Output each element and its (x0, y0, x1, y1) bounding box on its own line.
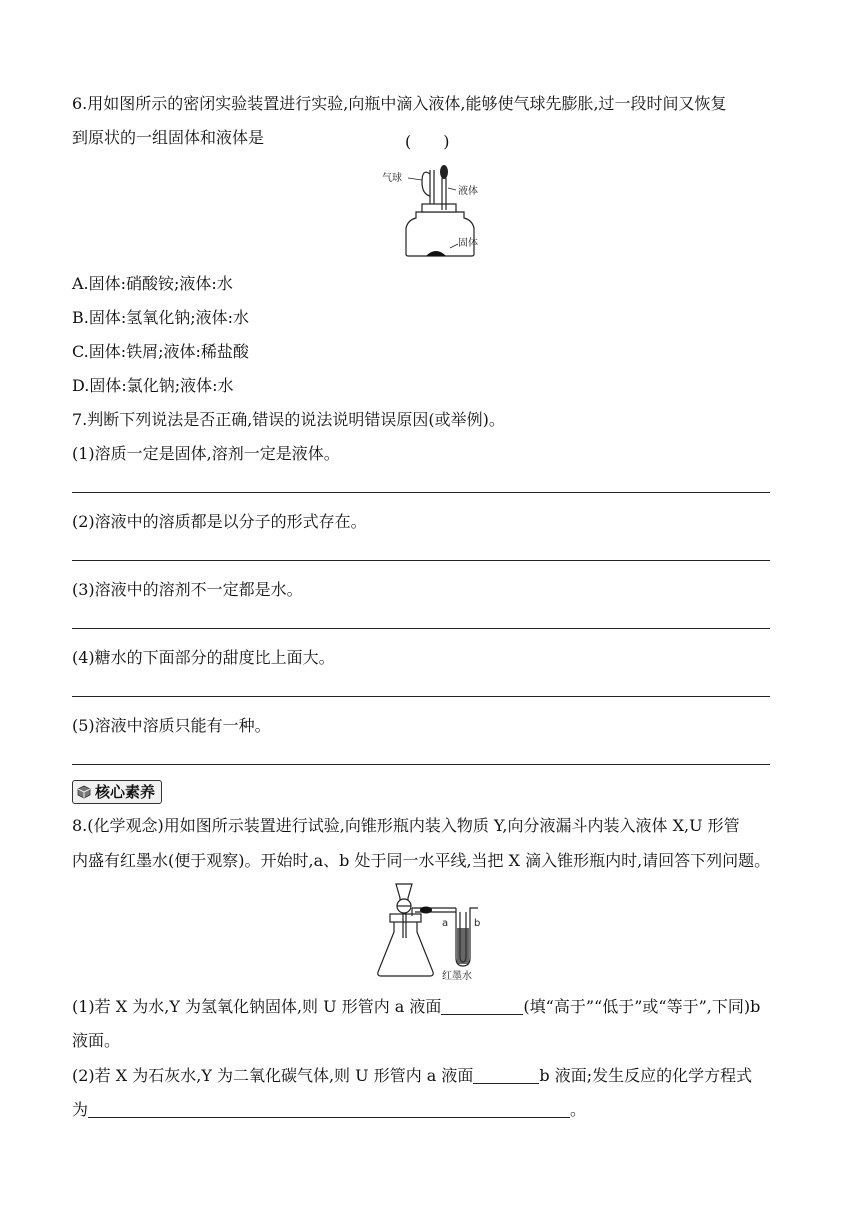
section-badge (72, 780, 162, 804)
label-a: a (442, 918, 449, 929)
q8-sub1-line2: 液面。 (72, 1031, 121, 1050)
option-b: B.固体:氢氧化钠;液体:水 (72, 308, 250, 327)
balloon (422, 172, 430, 196)
q7-stem: 7.判断下列说法是否正确,错误的说法说明错误原因(或举例)。 (72, 410, 505, 429)
liquid-label: 液体 (458, 186, 478, 197)
dropper-bulb (440, 165, 448, 179)
q7-item-1: (1)溶质一定是固体,溶剂一定是液体。 (72, 444, 340, 463)
q6-stem-line2: 到原状的一组固体和液体是 (72, 128, 265, 147)
q7-item-5: (5)溶液中溶质只能有一种。 (72, 716, 271, 735)
q6-apparatus-figure (378, 160, 488, 260)
q6-stem-line1: 6.用如图所示的密闭实验装置进行实验,向瓶中滴入液体,能够使气球先膨胀,过一段时间又恢复 (72, 94, 727, 113)
q8-stem-line2: 内盛有红墨水(便于观察)。开始时,a、b 处于同一水平线,当把 X 滴入锥形瓶内时,请回答下列问题。 (72, 851, 771, 870)
solid-label: 固体 (458, 238, 478, 249)
q8-sub2-line2 (72, 1099, 586, 1121)
q8-sub2-text-b: b 液面;发生反应的化学方程式 (539, 1066, 753, 1085)
q8-sub2-line1 (72, 1065, 752, 1087)
stopper (422, 204, 456, 212)
answer-line-3 (72, 628, 770, 629)
option-c: C.固体:铁屑;液体:稀盐酸 (72, 342, 249, 361)
q8-apparatus-figure (370, 880, 500, 980)
q7-item-3: (3)溶液中的溶剂不一定都是水。 (72, 580, 303, 599)
answer-line-2 (72, 560, 770, 561)
fill-blank-1[interactable] (441, 998, 523, 1015)
balloon-label: 气球 (382, 173, 402, 184)
red-ink (457, 928, 469, 964)
q7-item-2: (2)溶液中的溶质都是以分子的形式存在。 (72, 512, 367, 531)
answer-line-4 (72, 696, 770, 697)
q8-sub1-text-b: (填“高于”“低于”或“等于”,下同)b (523, 997, 761, 1016)
q8-sub1-text-a: (1)若 X 为水,Y 为氢氧化钠固体,则 U 形管内 a 液面 (72, 997, 442, 1016)
section-title: 核心素养 (95, 783, 156, 801)
answer-parentheses: ( ) (405, 132, 450, 151)
answer-line-1 (72, 492, 770, 493)
q8-stem-line1: 8.(化学观念)用如图所示装置进行试验,向锥形瓶内装入物质 Y,向分液漏斗内装入液体 X,U 形管 (72, 816, 740, 835)
bottle (406, 212, 474, 256)
fill-blank-2[interactable] (473, 1067, 539, 1084)
q8-sub2-prefix: 为 (72, 1100, 89, 1119)
answer-line-5 (72, 764, 770, 765)
q8-sub2-suffix: 。 (570, 1100, 587, 1119)
cube-icon (77, 785, 91, 799)
option-a: A.固体:硝酸铵;液体:水 (72, 274, 233, 293)
red-ink-label: 红墨水 (442, 971, 472, 980)
solid-pile (426, 251, 446, 256)
q7-item-4: (4)糖水的下面部分的甜度比上面大。 (72, 648, 335, 667)
label-b: b (474, 918, 481, 929)
q8-sub2-text-a: (2)若 X 为石灰水,Y 为二氧化碳气体,则 U 形管内 a 液面 (72, 1066, 474, 1085)
q8-sub1-line1 (72, 996, 760, 1018)
option-d: D.固体:氯化钠;液体:水 (72, 376, 234, 395)
fill-blank-equation[interactable] (88, 1101, 570, 1118)
